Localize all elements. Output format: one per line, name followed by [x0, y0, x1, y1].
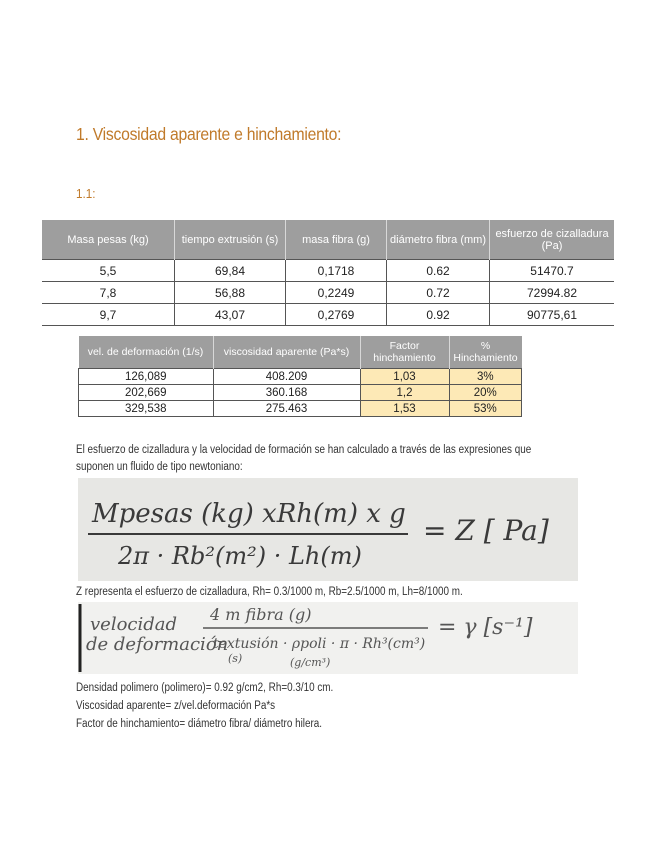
column-header: vel. de deformación (1/s) — [79, 336, 214, 369]
table-cell: 1,53 — [360, 401, 449, 417]
table-cell: 90775,61 — [490, 304, 615, 326]
table-cell: 72994.82 — [490, 282, 615, 304]
table-row — [42, 282, 614, 304]
column-header: Factor hinchamiento — [360, 336, 449, 369]
table-cell: 5,5 — [42, 260, 175, 282]
column-header: diámetro fibra (mm) — [387, 220, 490, 260]
subsection-heading: 1.1: — [76, 186, 96, 201]
formula-numerator: Mpesas (kg) xRh(m) x g — [92, 499, 406, 529]
table-cell: 0.72 — [387, 282, 490, 304]
table-cell: 20% — [449, 385, 522, 401]
paragraph-line: Viscosidad aparente= z/vel.deformación Pa*s — [76, 700, 276, 712]
column-header: Masa pesas (kg) — [42, 220, 175, 260]
paragraph-line: Factor de hinchamiento= diámetro fibra/ diámetro hilera. — [76, 718, 323, 730]
table-cell: 126,089 — [79, 369, 214, 385]
extrusion-table — [42, 220, 614, 326]
table-cell: 43,07 — [175, 304, 286, 326]
column-header: tiempo extrusión (s) — [175, 220, 286, 260]
table-row — [79, 369, 522, 385]
formula-sub-rho: (g/cm³) — [290, 656, 331, 669]
section-heading: 1. Viscosidad aparente e hinchamiento: — [76, 124, 342, 144]
table-cell: 0.62 — [387, 260, 490, 282]
formula-denominator: textusión · ρpoli · π · Rh³(cm³) — [213, 636, 426, 652]
paragraph-line: suponen un fluido de tipo newtoniano: — [76, 461, 243, 473]
handwritten-formula-shear-stress — [78, 478, 578, 581]
table-row — [42, 260, 614, 282]
formula-sub-s: (s) — [228, 652, 243, 665]
table-cell: 53% — [449, 401, 522, 417]
table-header-row — [79, 336, 522, 369]
table-cell: 329,538 — [79, 401, 214, 417]
table-cell: 202,669 — [79, 385, 214, 401]
table-cell: 408.209 — [213, 369, 360, 385]
table-row — [79, 401, 522, 417]
table-cell: 1,03 — [360, 369, 449, 385]
column-header: masa fibra (g) — [286, 220, 387, 260]
formula-numerator: 4 m fibra (g) — [210, 605, 312, 624]
column-header: viscosidad aparente (Pa*s) — [213, 336, 360, 369]
table-row — [42, 304, 614, 326]
paragraph-line: Z representa el esfuerzo de cizalladura, Rh= 0.3/1000 m, Rb=2.5/1000 m, Lh=8/1000 m. — [76, 586, 463, 598]
formula-lhs-line1: velocidad — [90, 614, 178, 635]
table-cell: 69,84 — [175, 260, 286, 282]
column-header: esfuerzo de cizalladura (Pa) — [490, 220, 615, 260]
paragraph-line: Densidad polimero (polimero)= 0.92 g/cm2, Rh=0.3/10 cm. — [76, 682, 334, 694]
table-cell: 3% — [449, 369, 522, 385]
table-header-row — [42, 220, 614, 260]
table-cell: 51470.7 — [490, 260, 615, 282]
table-cell: 0.92 — [387, 304, 490, 326]
handwritten-formula-shear-rate — [78, 602, 578, 674]
results-table — [78, 336, 522, 417]
table-cell: 7,8 — [42, 282, 175, 304]
formula-result: = γ [s⁻¹] — [438, 615, 533, 640]
table-cell: 56,88 — [175, 282, 286, 304]
table-cell: 0,2769 — [286, 304, 387, 326]
column-header: % Hinchamiento — [449, 336, 522, 369]
table-cell: 0,2249 — [286, 282, 387, 304]
formula-denominator: 2π · Rb²(m²) · Lh(m) — [118, 542, 362, 570]
table-cell: 360.168 — [213, 385, 360, 401]
paragraph-line: El esfuerzo de cizalladura y la velocidad de formación se han calculado a través de las expresiones que — [76, 444, 532, 456]
table-row — [79, 385, 522, 401]
table-cell: 1,2 — [360, 385, 449, 401]
table-cell: 9,7 — [42, 304, 175, 326]
table-cell: 275.463 — [213, 401, 360, 417]
table-cell: 0,1718 — [286, 260, 387, 282]
formula-lhs-line2: de deformación — [86, 634, 229, 655]
formula-result: = Z [ Pa] — [423, 514, 549, 547]
